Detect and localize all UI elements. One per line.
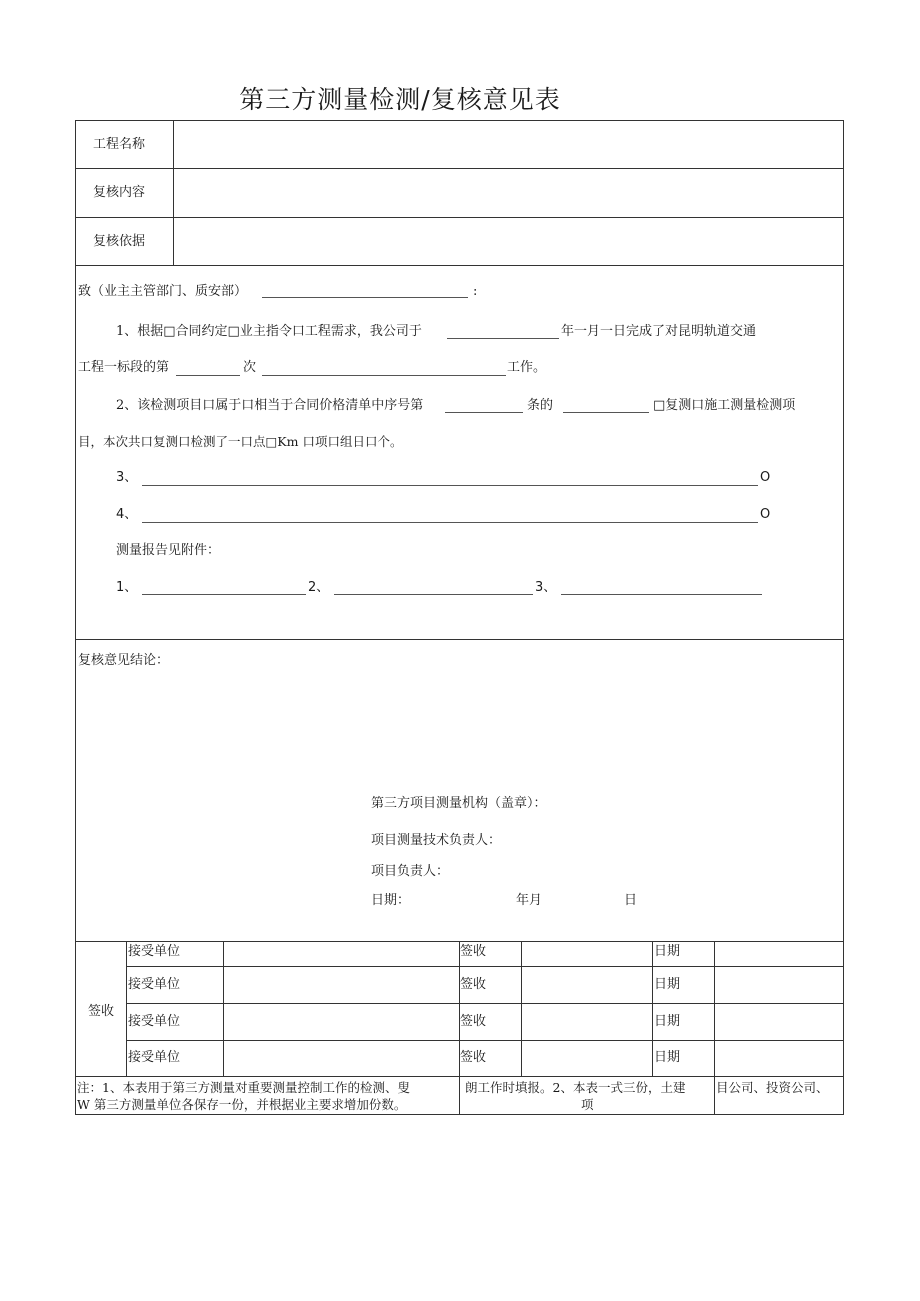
paragraph-2-b: 条的 [527, 398, 554, 413]
paragraph-1-c: 工程一标段的第 [78, 360, 170, 375]
addressee-blank[interactable] [262, 297, 468, 298]
item-4-end: O [760, 507, 771, 522]
note-line-1: 注：1、本表用于第三方测量对重要测量控制工作的检测、叟 [77, 1080, 410, 1095]
sign-label: 签收 [460, 977, 487, 992]
review-basis-label: 复核依据 [93, 234, 146, 249]
attachment-3-label: 3、 [535, 580, 557, 595]
sign-label: 签收 [460, 1014, 487, 1029]
receive-unit-label: 接受单位 [128, 977, 181, 992]
receive-unit-label: 接受单位 [128, 1014, 181, 1029]
attachment-3-blank[interactable] [561, 594, 762, 595]
note-col2-line-2: 项 [581, 1097, 594, 1112]
attachment-2-label: 2、 [308, 580, 330, 595]
serial-number-blank[interactable] [445, 412, 523, 413]
receive-unit-label: 接受单位 [128, 1050, 181, 1065]
item-3-blank[interactable] [142, 485, 758, 486]
addressee-colon: : [473, 284, 478, 299]
item-4-label: 4、 [116, 507, 138, 522]
date-label: 日期： [371, 893, 411, 908]
sign-label: 签收 [460, 944, 487, 959]
review-content-label: 复核内容 [93, 185, 146, 200]
work-blank[interactable] [262, 375, 506, 376]
date-cell-label: 日期 [654, 1050, 681, 1065]
date-day: 日 [624, 893, 638, 908]
date-year-month: 年月 [516, 893, 543, 908]
attachment-1-label: 1、 [116, 580, 138, 595]
completion-year-blank[interactable] [447, 338, 559, 339]
paragraph-1-d: 次 [243, 360, 257, 375]
conclusion-label: 复核意见结论： [78, 653, 170, 668]
clause-blank[interactable] [563, 412, 649, 413]
addressee-prefix: 致（业主主管部门、质安部） [78, 284, 248, 299]
paragraph-1-a: 1、根据□合同约定□业主指令口工程需求，我公司于 [116, 324, 422, 339]
paragraph-2-c: □复测口施工测量检测项 [653, 398, 796, 413]
paragraph-2-d: 目，本次共口复测口检测了一口点□Km 口项口组日口个。 [78, 434, 403, 449]
page-title: 第三方测量检测/复核意见表 [239, 85, 561, 114]
date-cell-label: 日期 [654, 977, 681, 992]
note-col2-line-1: 朗工作时填报。2、本表一式三份，土建 [465, 1080, 686, 1095]
measurement-org-label: 第三方项目测量机构（盖章）： [371, 796, 547, 811]
project-name-label: 工程名称 [93, 137, 146, 152]
paragraph-1-e: 工作。 [507, 360, 547, 375]
times-blank[interactable] [176, 375, 240, 376]
paragraph-1-b: 年一月一日完成了对昆明轨道交通 [561, 324, 757, 339]
attachment-label: 测量报告见附件： [116, 543, 221, 558]
attachment-1-blank[interactable] [142, 594, 306, 595]
paragraph-2-a: 2、该检测项目口属于口相当于合同价格清单中序号第 [116, 398, 424, 413]
receipt-group-label: 签收 [88, 1004, 115, 1019]
item-3-label: 3、 [116, 470, 138, 485]
attachment-2-blank[interactable] [334, 594, 533, 595]
sign-label: 签收 [460, 1050, 487, 1065]
note-line-2: W 第三方测量单位各保存一份，并根据业主要求增加份数。 [77, 1097, 407, 1112]
receive-unit-label: 接受单位 [128, 944, 181, 959]
project-lead-label: 项目负责人： [371, 864, 450, 879]
item-4-blank[interactable] [142, 522, 758, 523]
date-cell-label: 日期 [654, 1014, 681, 1029]
date-cell-label: 日期 [654, 944, 681, 959]
item-3-end: O [760, 470, 771, 485]
note-col3-line-1: 目公司、投资公司、 [716, 1080, 829, 1095]
form-table [75, 120, 844, 1115]
tech-lead-label: 项目测量技术负责人： [371, 833, 502, 848]
